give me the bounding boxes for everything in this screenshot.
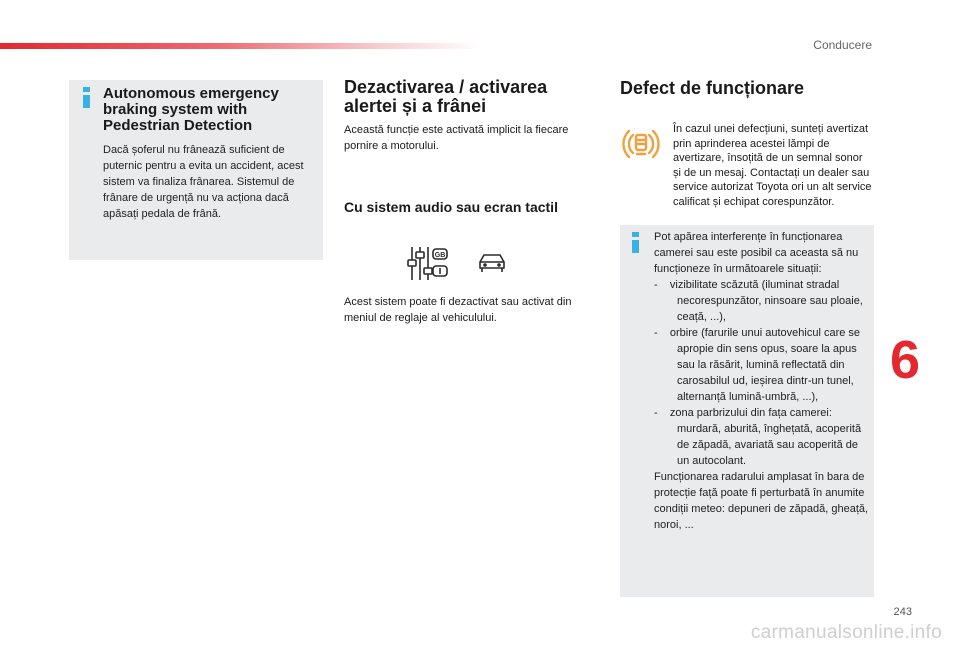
car-icon xyxy=(476,250,508,276)
section-label: Conducere xyxy=(813,38,872,52)
page-number: 243 xyxy=(893,606,912,618)
malfunction-warning-text: În cazul unei defecțiuni, sunteți avertizat prin aprinderea acestei lămpi de avertizare, însoțită de un semnal sonor și de un mesaj. Contactați un dealer sau service autorizat Toyota ori un alt service calificat și echipat corespunzător. xyxy=(673,123,872,208)
menu-icons xyxy=(404,244,534,284)
column-deactivation xyxy=(344,77,599,324)
info-box-aeb xyxy=(69,80,323,260)
camera-info-intro: Pot apărea interferențe în funcționarea camerei sau este posibil ca aceasta să nu funcționeze în următoarele situații: xyxy=(654,231,859,275)
header-accent-bar xyxy=(0,43,480,49)
warning-lamp-icon xyxy=(622,126,660,162)
settings-sliders-icon xyxy=(404,244,534,284)
info-box-title: Autonomous emergency braking system with Pedestrian Detection xyxy=(103,85,279,134)
list-item: - orbire (farurile unui autovehicul care se apropie din sens opus, soare la apus sau la răsărit, lumină reflectată din carosabilul ud, ieșirea dintr-un tunel, alternanță lumină-umbră, ...), xyxy=(654,327,861,403)
section-title-malfunction: Defect de funcționare xyxy=(620,78,805,98)
info-box-body: Dacă șoferul nu frânează suficient de puternic pentru a evita un accident, acest sistem va finaliza frânarea. Sistemul de frânare de urgență nu va acționa dacă apăsați pedala de frână. xyxy=(103,144,304,220)
default-activation-text: Această funcție este activată implicit la fiecare pornire a motorului. xyxy=(344,124,569,152)
info-icon xyxy=(632,232,639,253)
info-icon xyxy=(83,87,90,108)
chapter-number: 6 xyxy=(890,330,921,390)
list-item: - zona parbrizului din fața camerei: murdară, aburită, înghețată, acoperită de zăpadă, avariată sau acoperită de un autocolant. xyxy=(654,407,862,467)
language-badge: GB xyxy=(434,252,446,259)
watermark: carmanualsonline.info xyxy=(750,622,942,643)
subsection-title-audio: Cu sistem audio sau ecran tactil xyxy=(344,199,558,215)
list-item: - vizibilitate scăzută (iluminat stradal necorespunzător, ninsoare sau ploaie, ceață, ...), xyxy=(654,279,863,323)
section-title-deactivation: Dezactivarea / activarea alertei și a frânei xyxy=(344,77,548,116)
deactivation-menu-text: Acest sistem poate fi dezactivat sau activat din meniul de reglaje al vehiculului. xyxy=(344,296,572,324)
camera-info-content xyxy=(654,229,870,533)
radar-info-text: Funcționarea radarului amplasat în bara de protecție față poate fi perturbată în anumite condiții meteo: depuneri de zăpadă, gheață, noroi, ... xyxy=(654,471,869,531)
info-box-camera xyxy=(620,225,874,597)
